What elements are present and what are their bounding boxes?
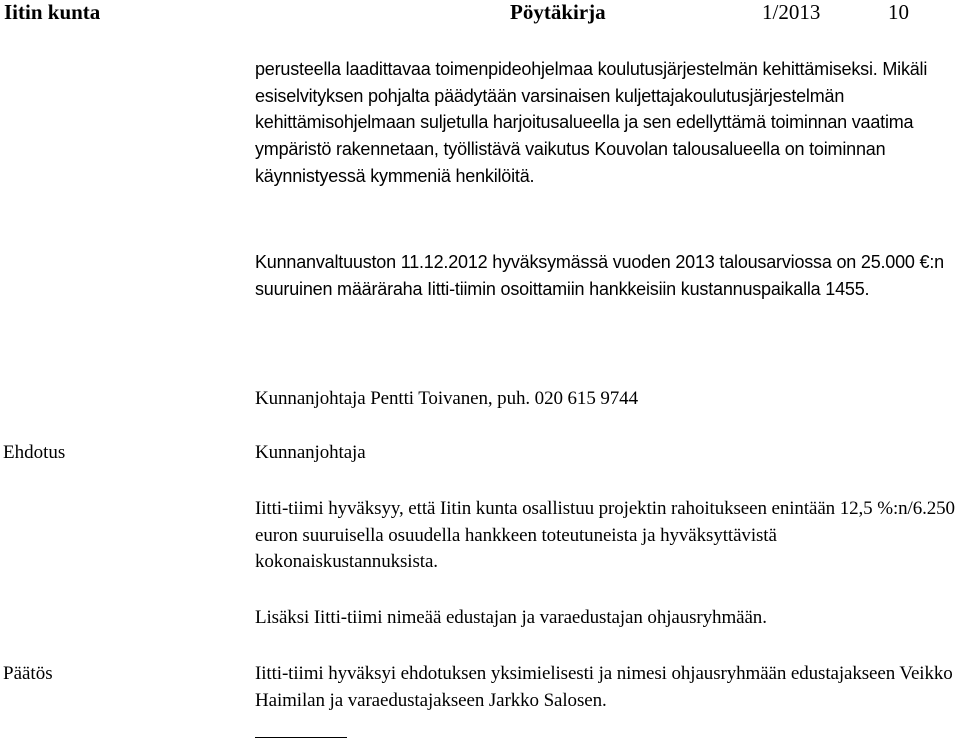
proposer-line: Kunnanjohtaja (255, 442, 366, 463)
page-number: 10 (888, 0, 909, 24)
proposal-label: Ehdotus (3, 442, 66, 463)
decision-text: Iitti-tiimi hyväksyi ehdotuksen yksimielisesti ja nimesi ohjausryhmään edustajakseen Veikko Haimilan ja varaedustajakseen Jarkko Salosen. (255, 663, 953, 711)
page-header (0, 0, 960, 28)
proposal-paragraph-1: Iitti-tiimi hyväksyy, että Iitin kunta osallistuu projektin rahoitukseen enintään 12,5 %:n/6.250 euron suuruisella osuudella hankkeen toteutuneista ja hyväksyttävistä kokonaiskustannuksista. (255, 498, 955, 573)
contact-line: Kunnanjohtaja Pentti Toivanen, puh. 020 615 9744 (255, 388, 638, 409)
body-paragraph-1: perusteella laadittavaa toimenpideohjelmaa koulutusjärjestelmän kehittämiseksi. Mikäli esiselvityksen pohjalta päädytään varsinaisen kuljettajakoulutusjärjestelmän kehittämisohjelmaan suljetulla harjoitusalueella ja sen edellyttämä toiminnan vaatima ympäristö rakennetaan, työllistävä vaikutus Kouvolan talousalueella on toiminnan käynnistyessä kymmeniä henkilöitä. (255, 59, 928, 186)
issue-number: 1/2013 (762, 0, 821, 24)
signature-line (255, 737, 347, 738)
decision-label: Päätös (3, 663, 53, 684)
body-paragraph-2: Kunnanvaltuuston 11.12.2012 hyväksymässä vuoden 2013 talousarviossa on 25.000 €:n suuruinen määräraha Iitti-tiimin osoittamiin hankkeisiin kustannuspaikalla 1455. (255, 252, 944, 299)
proposal-paragraph-2: Lisäksi Iitti-tiimi nimeää edustajan ja varaedustajan ohjausryhmään. (255, 607, 767, 628)
document-type: Pöytäkirja (510, 0, 606, 24)
municipality-name: Iitin kunta (4, 0, 101, 24)
